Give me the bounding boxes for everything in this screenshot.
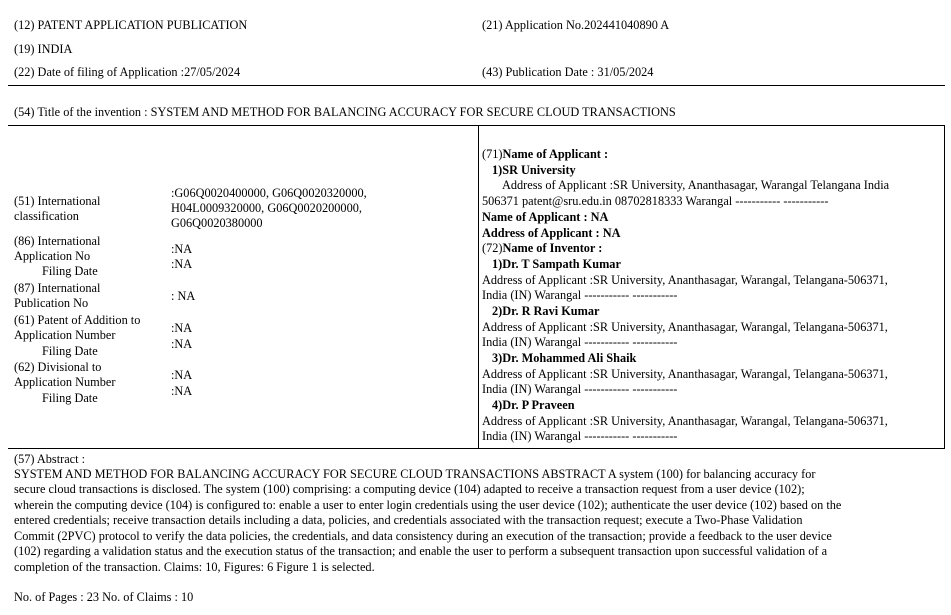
inventor-3-address-line2: India (IN) Warangal ----------- ----------- (482, 382, 678, 396)
publication-type: (12) PATENT APPLICATION PUBLICATION (14, 18, 248, 32)
divider-abstract (8, 448, 945, 449)
field-61-filing-date-value: :NA (171, 337, 193, 351)
country: (19) INDIA (14, 42, 73, 56)
publication-date: (43) Publication Date : 31/05/2024 (482, 65, 654, 79)
applicant-name-label: Name of Applicant : (502, 147, 609, 161)
applicant-address-line1: Address of Applicant :SR University, Ananthasagar, Warangal Telangana India (502, 178, 890, 192)
inventor-name-label: Name of Inventor : (502, 241, 603, 255)
applicant-address-line2: 506371 patent@sru.edu.in 08702818333 Warangal ----------- ----------- (482, 194, 829, 208)
field-62-filing-date-label: Filing Date (42, 391, 98, 405)
field-86-filing-date-label: Filing Date (42, 264, 98, 278)
abstract-line-7: completion of the transaction. Claims: 10, Figures: 6 Figure 1 is selected. (14, 560, 375, 574)
abstract-line-4: entered credentials; receive transaction details including a data, policies, and credentials associated with the transaction request; execute a Two-Phase Validation (14, 513, 803, 527)
inventor-1-address-line1: Address of Applicant :SR University, Ananthasagar, Warangal, Telangana-506371, (482, 273, 888, 287)
field-61-value: :NA (171, 321, 193, 335)
column-divider (478, 125, 479, 448)
filing-date: (22) Date of filing of Application :27/05/2024 (14, 65, 241, 79)
inventor-1-address-line2: India (IN) Warangal ----------- ----------- (482, 288, 678, 302)
field-61-label: (61) Patent of Addition to Application Number (14, 313, 141, 342)
intl-classification-value: :G06Q0020400000, G06Q0020320000, H04L0009320000, G06Q0020200000, G06Q0020380000 (171, 186, 367, 230)
abstract-line-5: Commit (2PVC) protocol to verify the data policies, the credentials, and data consistency during an execution of the transaction; provide a feedback to the user device (14, 529, 832, 543)
applicant-heading (482, 147, 944, 162)
inventor-2-name: 2)Dr. R Ravi Kumar (492, 304, 600, 318)
applicant-name: 1)SR University (492, 163, 576, 177)
field-87-label: (87) International Publication No (14, 281, 101, 310)
inventor-3-address-line1: Address of Applicant :SR University, Ananthasagar, Warangal, Telangana-506371, (482, 367, 888, 381)
field-86-label: (86) International Application No (14, 234, 101, 263)
field-62-label: (62) Divisional to Application Number (14, 360, 116, 389)
inventor-1-name: 1)Dr. T Sampath Kumar (492, 257, 621, 271)
field-71-prefix: (71) (482, 147, 503, 161)
divider-header (8, 85, 945, 86)
inventor-2-address-line1: Address of Applicant :SR University, Ananthasagar, Warangal, Telangana-506371, (482, 320, 888, 334)
intl-classification-label: (51) International classification (14, 194, 101, 223)
abstract-label: (57) Abstract : (14, 452, 86, 466)
inventor-4-address-line1: Address of Applicant :SR University, Ananthasagar, Warangal, Telangana-506371, (482, 414, 888, 428)
field-72-prefix: (72) (482, 241, 503, 255)
inventor-2-address-line2: India (IN) Warangal ----------- ----------- (482, 335, 678, 349)
invention-title: (54) Title of the invention : SYSTEM AND METHOD FOR BALANCING ACCURACY FOR SECURE CLOUD TRANSACTIONS (14, 105, 676, 119)
field-87-value: : NA (171, 289, 196, 303)
second-applicant-name: Name of Applicant : NA (482, 210, 609, 224)
field-62-value: :NA (171, 368, 193, 382)
field-61-filing-date-label: Filing Date (42, 344, 98, 358)
inventor-3-name: 3)Dr. Mohammed Ali Shaik (492, 351, 637, 365)
abstract-line-6: (102) regarding a validation status and the execution status of the transaction; and enable the user to perform a subsequent transaction upon successful validation of a (14, 544, 828, 558)
inventor-4-address-line2: India (IN) Warangal ----------- ----------- (482, 429, 678, 443)
divider-title (8, 125, 945, 126)
abstract-line-3: wherein the computing device (104) is configured to: enable a user to enter login credentials using the user device (102); authenticate the user device (102) based on the (14, 498, 842, 512)
inventor-heading (482, 241, 944, 256)
abstract-line-1: SYSTEM AND METHOD FOR BALANCING ACCURACY FOR SECURE CLOUD TRANSACTIONS ABSTRACT A system (100) for balancing accuracy for (14, 467, 816, 481)
page-and-claims-count: No. of Pages : 23 No. of Claims : 10 (14, 590, 194, 604)
field-62-filing-date-value: :NA (171, 384, 193, 398)
field-86-filing-date-value: :NA (171, 257, 193, 271)
application-number: (21) Application No.202441040890 A (482, 18, 670, 32)
abstract-line-2: secure cloud transactions is disclosed. The system (100) comprising: a computing device (104) adapted to receive a transaction request from a user device (102); (14, 482, 805, 496)
inventor-4-name: 4)Dr. P Praveen (492, 398, 575, 412)
second-applicant-address: Address of Applicant : NA (482, 226, 621, 240)
field-86-value: :NA (171, 242, 193, 256)
